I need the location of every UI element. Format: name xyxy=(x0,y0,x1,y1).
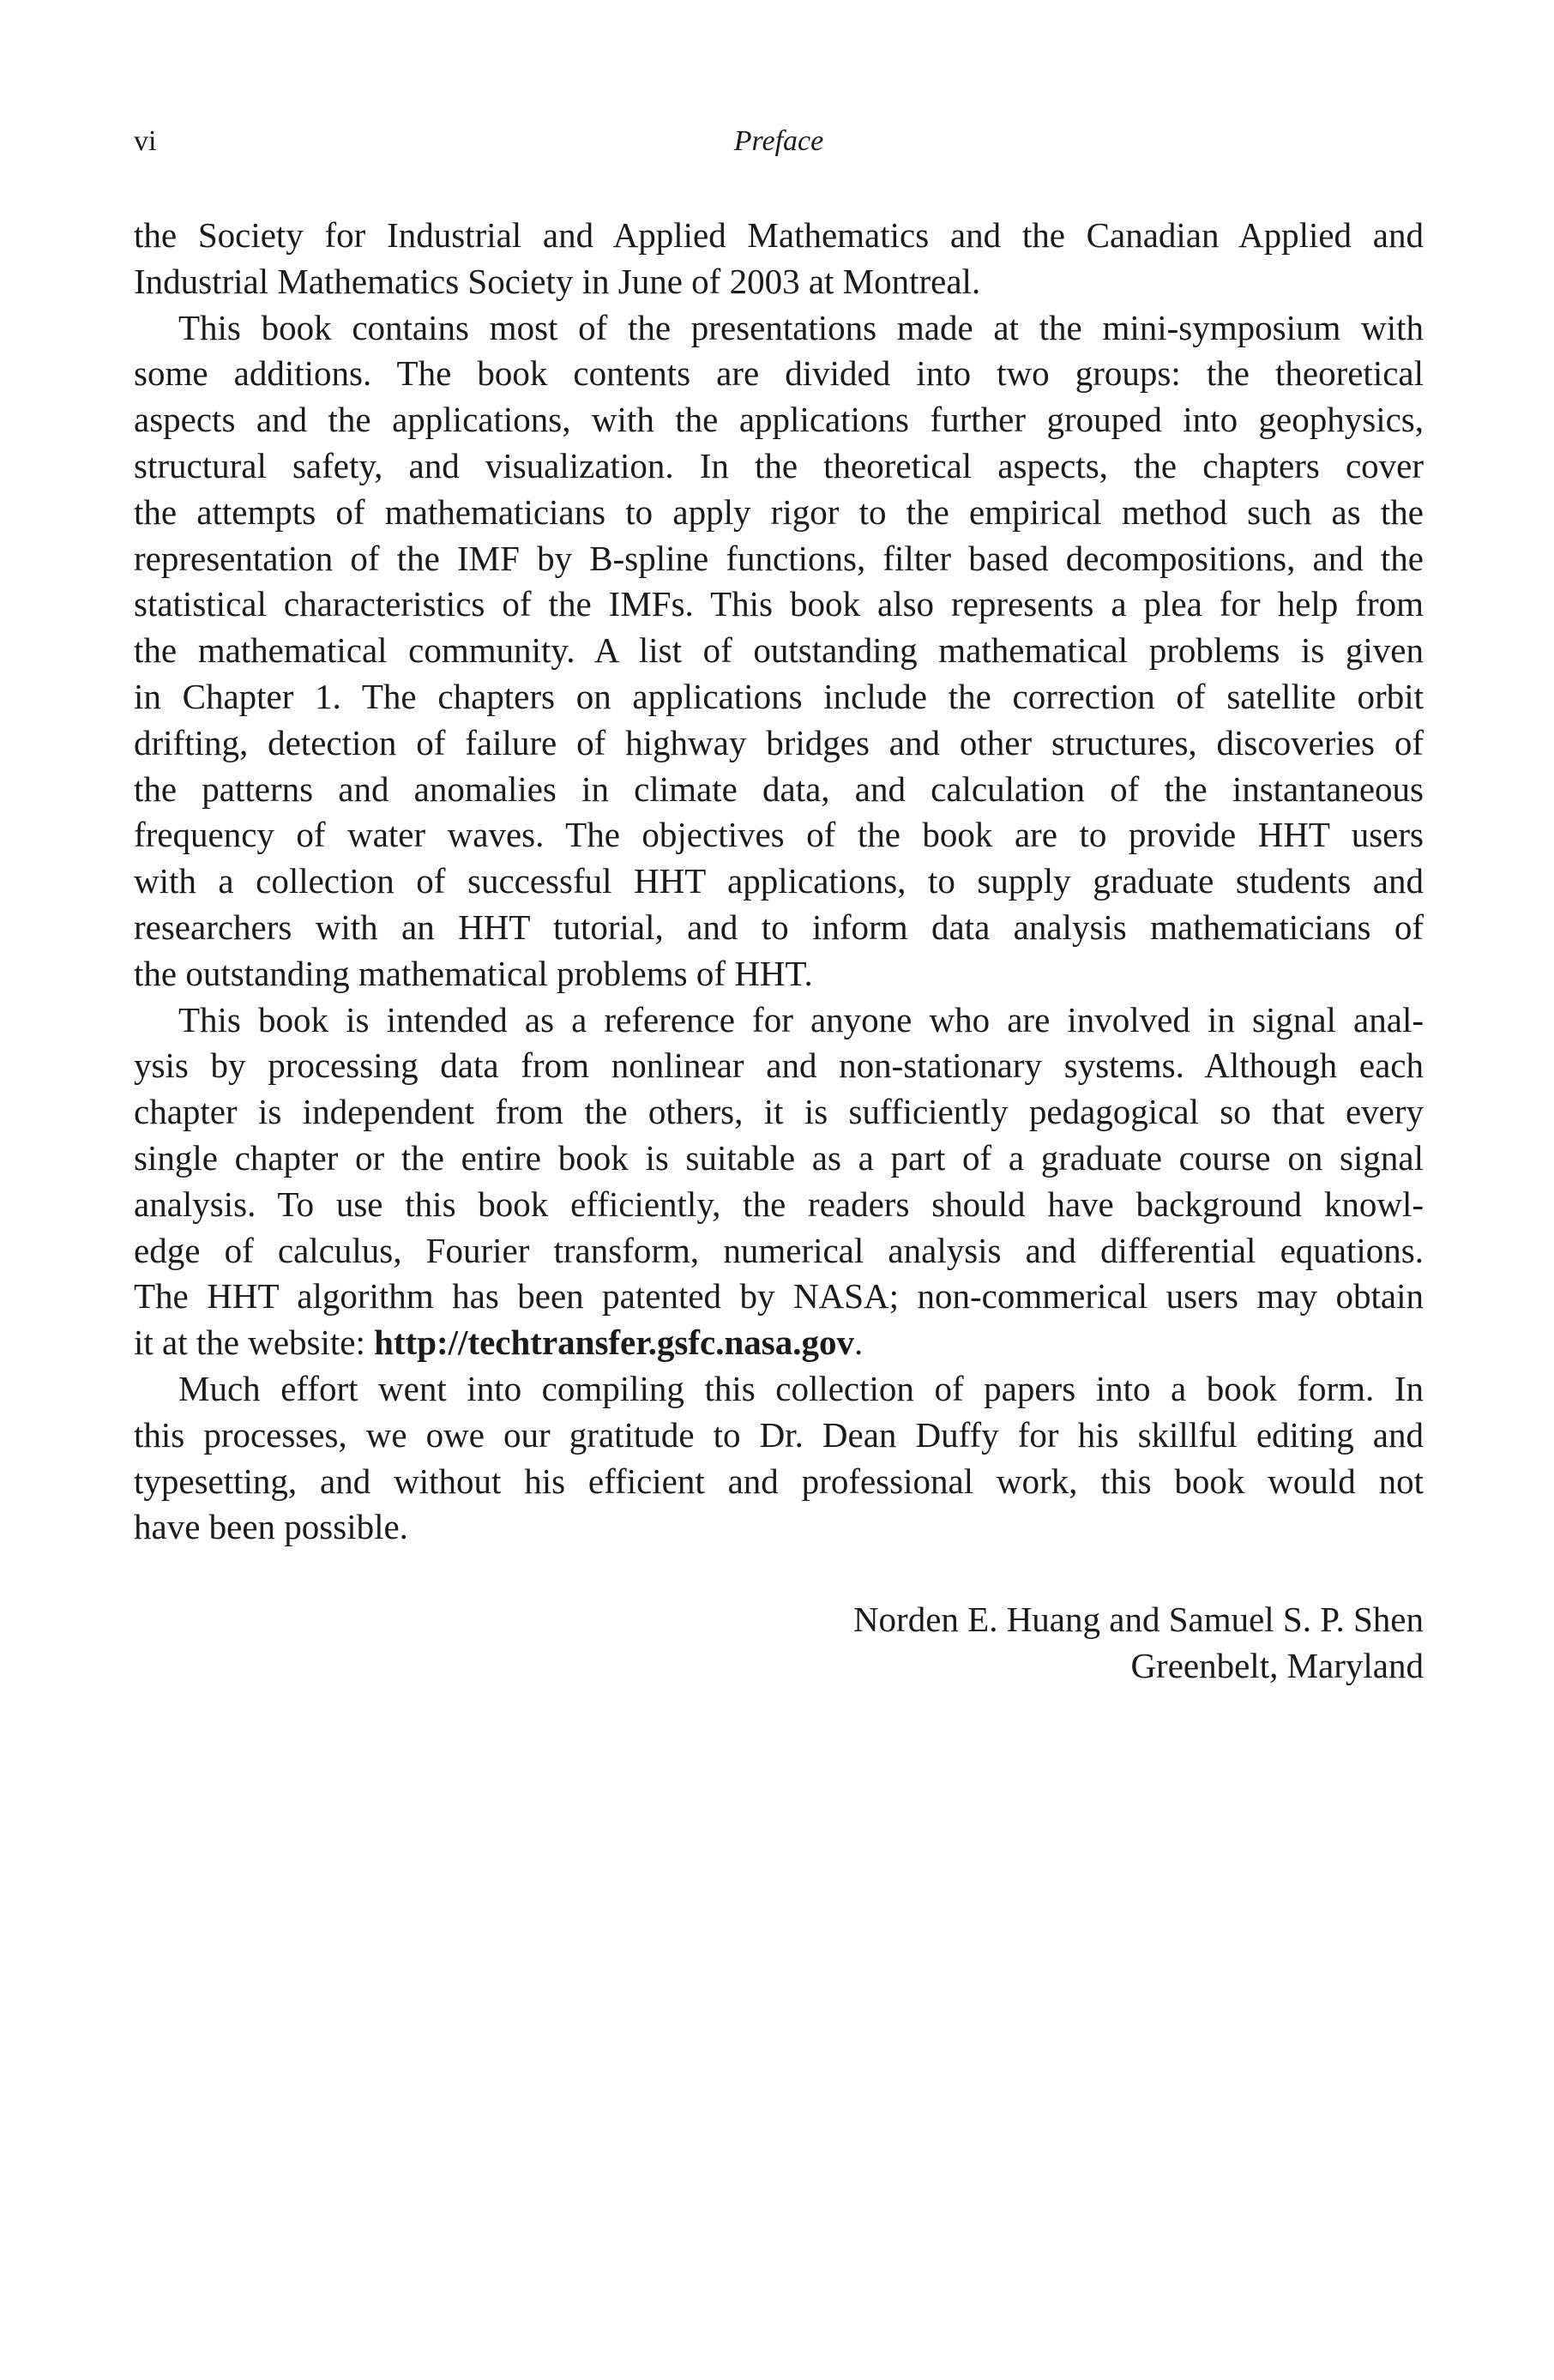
text-line: This book is intended as a reference for anyone who are involved in signal anal- xyxy=(178,999,1424,1039)
text-line: the Society for Industrial and Applied Mathematics and the Canadian Applied and xyxy=(134,215,1424,255)
page-number: vi xyxy=(134,125,157,157)
text-line: This book contains most of the presentations made at the mini-symposium with xyxy=(178,307,1424,347)
signature-place: Greenbelt, Maryland xyxy=(1130,1645,1424,1685)
text-line: the attempts of mathematicians to apply rigor to the empirical method such as the xyxy=(134,491,1424,532)
text-line: the outstanding mathematical problems of HHT. xyxy=(134,953,813,993)
running-title: Preface xyxy=(733,125,824,157)
text-line xyxy=(134,1320,1424,1366)
paragraph xyxy=(134,1366,1424,1551)
text-line: the patterns and anomalies in climate data, and calculation of the instantaneous xyxy=(134,768,1424,809)
text-line: with a collection of successful HHT applications, to supply graduate students and xyxy=(134,861,1424,901)
text-line: researchers with an HHT tutorial, and to inform data analysis mathematicians of xyxy=(134,907,1424,947)
website-link[interactable]: http://techtransfer.gsfc.nasa.gov xyxy=(374,1323,854,1363)
signature-authors: Norden E. Huang and Samuel S. P. Shen xyxy=(852,1600,1424,1639)
text-line: The HHT algorithm has been patented by NASA; non-commerical users may obtain xyxy=(134,1276,1424,1317)
text-line: have been possible. xyxy=(134,1507,408,1547)
text-line: statistical characteristics of the IMFs. This book also represents a plea for help from xyxy=(134,584,1424,624)
paragraph xyxy=(134,305,1424,997)
text-segment: it at the website: xyxy=(134,1323,375,1363)
text-line: some additions. The book contents are divided into two groups: the theoretical xyxy=(134,353,1424,394)
text-line: drifting, detection of failure of highway bridges and other structures, discoveries of xyxy=(134,722,1424,762)
text-line: single chapter or the entire book is suitable as a part of a graduate course on signal xyxy=(134,1137,1424,1178)
text-segment: . xyxy=(854,1323,864,1363)
text-line: representation of the IMF by B-spline functions, filter based decompositions, and the xyxy=(134,538,1424,578)
text-line: aspects and the applications, with the applications further grouped into geophysics, xyxy=(134,400,1424,440)
text-line: ysis by processing data from nonlinear and non-stationary systems. Although each xyxy=(134,1045,1424,1086)
text-line: analysis. To use this book efficiently, the readers should have background knowl- xyxy=(134,1184,1424,1224)
preface-body xyxy=(134,213,1424,1551)
text-line: chapter is independent from the others, it is sufficiently pedagogical so that every xyxy=(134,1092,1424,1132)
text-line: typesetting, and without his efficient and professional work, this book would not xyxy=(134,1461,1424,1501)
text-line: the mathematical community. A list of outstanding mathematical problems is given xyxy=(134,630,1424,671)
text-line: Much effort went into compiling this collection of papers into a book form. In xyxy=(178,1368,1424,1408)
text-line: edge of calculus, Fourier transform, numerical analysis and differential equations. xyxy=(134,1230,1424,1270)
paragraph xyxy=(134,213,1424,305)
text-line: Industrial Mathematics Society in June of 2003 at Montreal. xyxy=(134,261,981,301)
text-line: in Chapter 1. The chapters on applications include the correction of satellite orbit xyxy=(134,676,1424,716)
text-line: structural safety, and visualization. In the theoretical aspects, the chapters cover xyxy=(134,445,1424,485)
signature-block xyxy=(134,1597,1424,1690)
text-line: this processes, we owe our gratitude to Dr. Dean Duffy for his skillful editing and xyxy=(134,1414,1424,1455)
text-line: frequency of water waves. The objectives of the book are to provide HHT users xyxy=(134,815,1424,855)
paragraph xyxy=(134,997,1424,1366)
